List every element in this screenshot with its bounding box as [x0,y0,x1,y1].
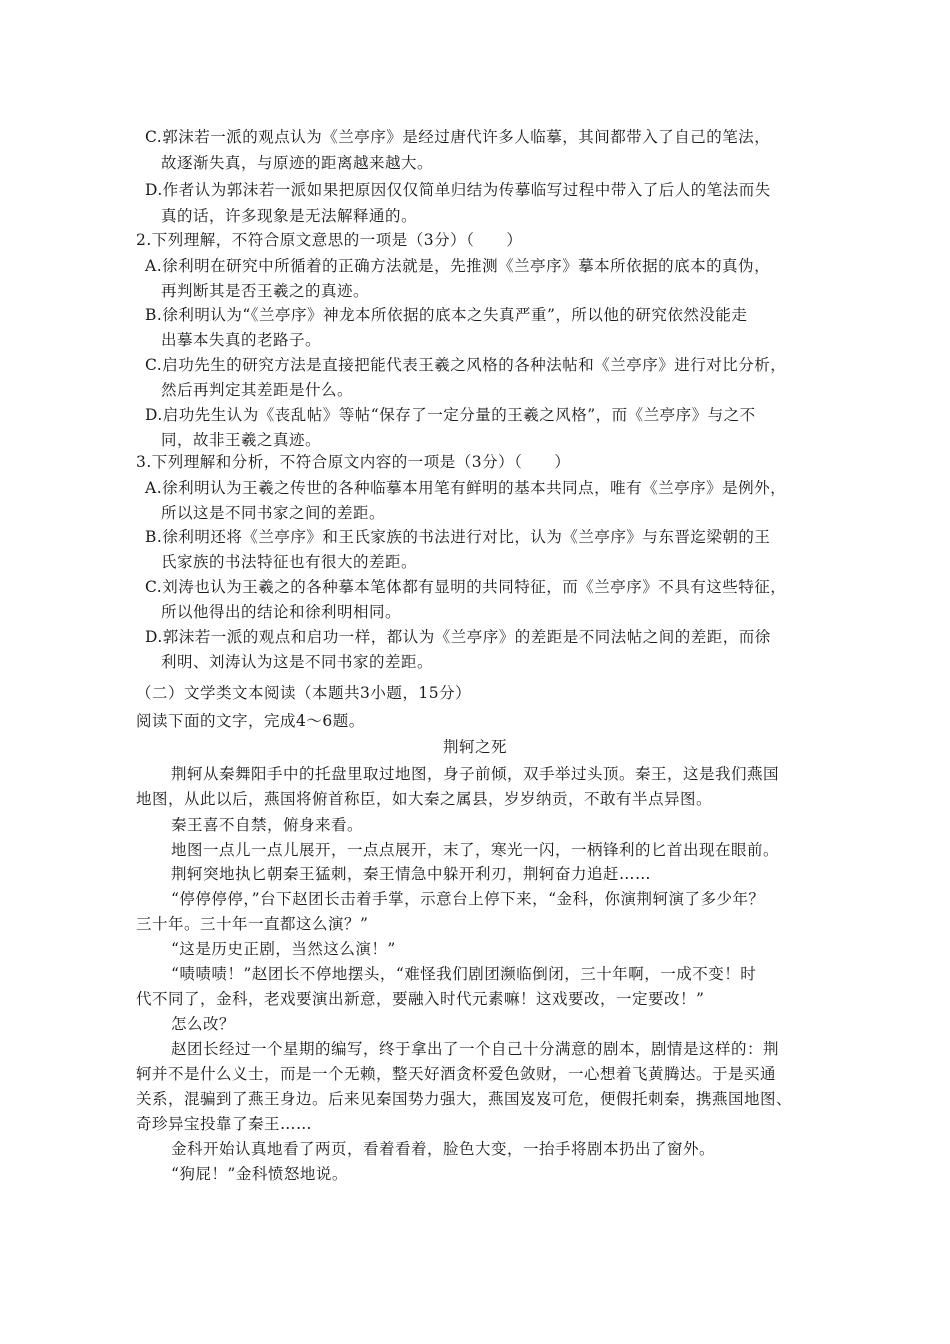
q1-option-d-line1: D.作者认为郭沫若一派如果把原因仅仅简单归结为传摹临写过程中带入了后人的笔法而失 [145,181,771,199]
story-line: “啧啧啧！”赵团长不停地摆头，“难怪我们剧团濒临倒闭，三十年啊，一成不变！时 [171,965,757,983]
q3-option-b-line2: 氏家族的书法特征也有很大的差距。 [161,553,418,571]
story-line: 金科开始认真地看了两页，看着看着，脸色大变，一抬手将剧本扔出了窗外。 [171,1140,716,1158]
story-line: 荆轲从秦舞阳手中的托盘里取过地图，身子前倾，双手举过头顶。秦王，这是我们燕国 [171,765,780,783]
q2-option-a-line2: 再判断其是否王羲之的真迹。 [161,282,370,300]
q3-option-c-line1: C.刘涛也认为王羲之的各种摹本笔体都有显明的共同特征，而《兰亭序》不具有这些特征， [145,578,787,596]
story-line: 赵团长经过一个星期的编写，终于拿出了一个自己十分满意的剧本，剧情是这样的：荆 [171,1040,780,1058]
story-line: 奇珍异宝投靠了秦王…… [136,1115,313,1133]
story-line: “狗屁！”金科愤怒地说。 [171,1165,348,1183]
q2-option-c-line1: C.启功先生的研究方法是直接把能代表王羲之风格的各种法帖和《兰亭序》进行对比分析， [145,356,787,374]
q3-option-a-line1: A.徐利明认为王羲之传世的各种临摹本用笔有鲜明的基本共同点，唯有《兰亭序》是例外， [145,479,787,497]
q3-option-d-line1: D.郭沫若一派的观点和启功一样，都认为《兰亭序》的差距是不同法帖之间的差距，而徐 [145,628,771,646]
q3-option-a-line2: 所以这是不同书家之间的差距。 [161,504,386,522]
story-line: 荆轲突地执匕朝秦王猛刺，秦王情急中躲开利刃，荆轲奋力追赶…… [171,865,652,883]
story-title: 荆轲之死 [442,738,507,756]
q2-option-b-line2: 出摹本失真的老路子。 [161,331,322,349]
q3-stem: 3.下列理解和分析，不符合原文内容的一项是（3分）（ ） [136,453,571,471]
story-line: 轲并不是什么义士，而是一个无赖，整天好酒贪杯爱色敛财，一心想着飞黄腾达。于是买通 [136,1065,777,1083]
story-line: 关系，混骗到了燕王身边。后来见秦国势力强大，燕国岌岌可危，便假托刺秦，携燕国地图、 [136,1090,793,1108]
story-line: 地图一点儿一点儿展开，一点点展开，末了，寒光一闪，一柄锋利的匕首出现在眼前。 [171,841,780,859]
q2-option-c-line2: 然后再判定其差距是什么。 [161,381,354,399]
q2-option-d-line1: D.启功先生认为《丧乱帖》等帖“保存了一定分量的王羲之风格”，而《兰亭序》与之不 [145,406,756,424]
story-line: 地图，从此以后，燕国将俯首称臣，如大秦之属县，岁岁纳贡，不敢有半点异图。 [136,790,713,808]
story-line: “停停停停，”台下赵团长击着手掌，示意台上停下来，“金科，你演荆轲演了多少年？ [171,890,765,908]
story-line: 三十年。三十年一直都这么演？” [136,915,369,933]
story-line: 怎么改？ [171,1015,236,1033]
q3-option-d-line2: 利明、刘涛认为这是不同书家的差距。 [161,653,434,671]
story-line: “这是历史正剧，当然这么演！” [171,940,396,958]
section-heading: （二）文学类文本阅读（本题共3小题，15分） [136,684,472,702]
story-line: 秦王喜不自禁，俯身来看。 [171,816,364,834]
q2-option-d-line2: 同，故非王羲之真迹。 [161,431,322,449]
q1-option-c-line2: 故逐渐失真，与原迹的距离越来越大。 [161,154,434,172]
q3-option-c-line2: 所以他得出的结论和徐利明相同。 [161,603,402,621]
q1-option-d-line2: 真的话，许多现象是无法解释通的。 [161,207,418,225]
q2-option-a-line1: A.徐利明在研究中所循着的正确方法就是，先推测《兰亭序》摹本所依据的底本的真伪， [145,257,771,275]
q1-option-c-line1: C.郭沫若一派的观点认为《兰亭序》是经过唐代许多人临摹，其间都带入了自己的笔法， [145,128,771,146]
story-line: 代不同了，金科，老戏要演出新意，要融入时代元素嘛！这戏要改，一定要改！” [136,990,705,1008]
q2-option-b-line1: B.徐利明认为“《兰亭序》神龙本所依据的底本之失真严重”，所以他的研究依然没能走 [145,306,748,324]
q3-option-b-line1: B.徐利明还将《兰亭序》和王氏家族的书法进行对比，认为《兰亭序》与东晋迄梁朝的王 [145,528,771,546]
reading-instruction: 阅读下面的文字，完成4～6题。 [136,712,365,730]
q2-stem: 2.下列理解，不符合原文意思的一项是（3分）（ ） [136,231,523,249]
